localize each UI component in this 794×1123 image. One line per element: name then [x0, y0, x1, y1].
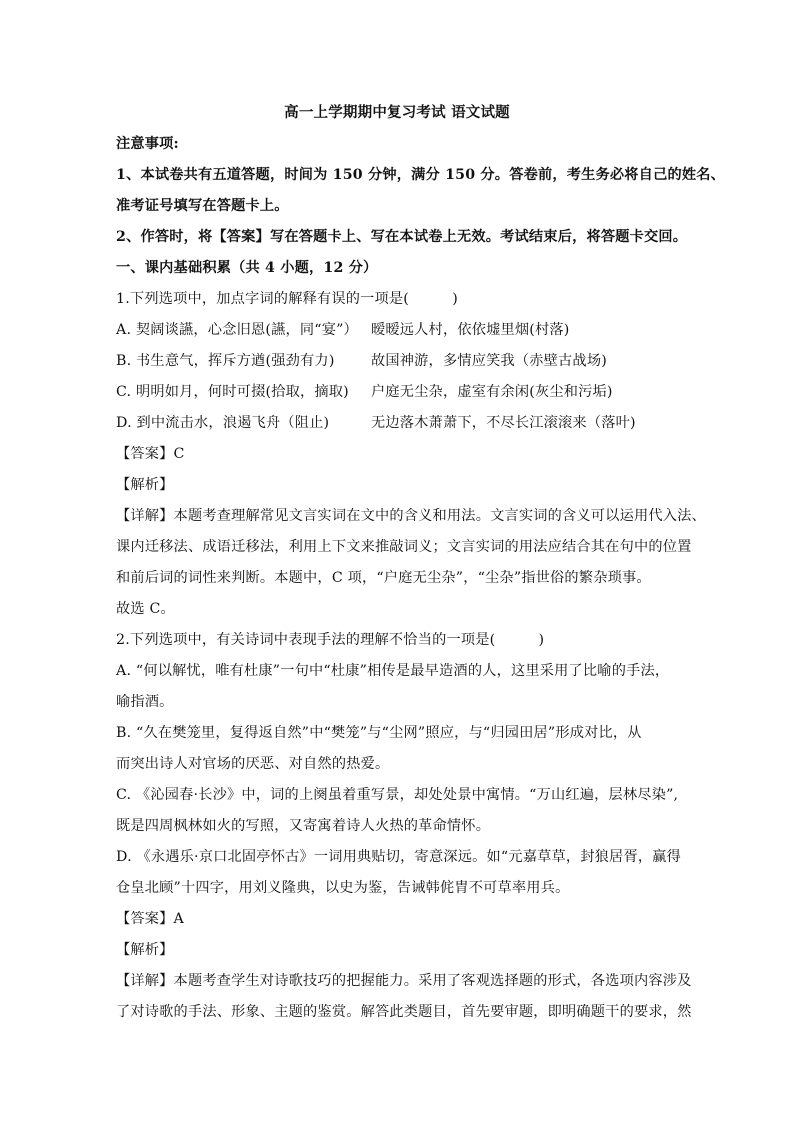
section-heading: 一、课内基础积累（共 4 小题，12 分）: [116, 260, 378, 276]
question-2-detail-line-2: 了对诗歌的手法、形象、主题的鉴赏。解答此类题目，首先要审题，即明确题干的要求，然: [116, 1004, 692, 1020]
option-d-left: D. 到中流击水，浪遏飞舟（阻止): [116, 415, 330, 431]
question-1-analysis-label: 【解析】: [116, 477, 174, 493]
notice-item-1-line-2: 准考证号填写在答题卡上。: [116, 198, 289, 214]
question-2-option-b-line-1: B. “久在樊笼里，复得返自然”中“樊笼”与“尘网”照应，与“归园田居”形成对比，从: [116, 725, 642, 741]
question-2-option-d-line-1: D. 《永遇乐·京口北固亭怀古》一词用典贴切，寄意深远。如“元嘉草草，封狼居胥，赢得: [116, 849, 681, 865]
notice-item-1-line-1: 1、本试卷共有五道答题，时间为 150 分钟，满分 150 分。答卷前，考生务必将自己的姓名、: [116, 167, 726, 183]
question-1-detail-line-2: 课内迁移法、成语迁移法，利用上下文来推敲词义；文言实词的用法应结合其在句中的位置: [116, 539, 692, 555]
question-1-option-b: [116, 351, 607, 371]
option-c-right: 户庭无尘杂，虚室有余闲(灰尘和污垢): [371, 384, 613, 400]
option-b-right: 故国神游，多情应笑我（赤壁古战场): [371, 353, 607, 369]
option-c-left: C. 明明如月，何时可掇(拾取，摘取): [116, 384, 349, 400]
option-b-left: B. 书生意气，挥斥方遒(强劲有力): [116, 353, 335, 369]
question-2-option-c-line-1: C. 《沁园春·长沙》中，词的上阕虽着重写景，却处处景中寓情。“万山红遍，层林尽染”,: [116, 787, 679, 803]
question-1-stem: 1.下列选项中，加点字词的解释有误的一项是( ): [116, 291, 458, 307]
notice-heading: 注意事项:: [116, 136, 179, 152]
question-1-answer: 【答案】C: [116, 446, 185, 462]
question-2-option-d-line-2: 仓皇北顾”十四字，用刘义隆典，以史为鉴，告诫韩侂胄不可草率用兵。: [116, 880, 570, 896]
question-1-detail-line-1: 【详解】本题考查理解常见文言实词在文中的含义和用法。文言实词的含义可以运用代入法、: [116, 508, 706, 524]
question-2-option-b-line-2: 而突出诗人对官场的厌恶、对自然的热爱。: [116, 756, 390, 772]
question-1-option-a: [116, 320, 570, 340]
question-1-detail-line-3: 和前后词的词性来判断。本题中，C 项，“户庭无尘杂”，“尘杂”指世俗的繁杂琐事。: [116, 570, 651, 586]
question-1-option-c: [116, 382, 613, 402]
question-2-analysis-label: 【解析】: [116, 942, 174, 958]
question-2-detail-line-1: 【详解】本题考查学生对诗歌技巧的把握能力。采用了客观选择题的形式，各选项内容涉及: [116, 973, 692, 989]
notice-item-2: 2、作答时，将【答案】写在答题卡上、写在本试卷上无效。考试结束后，将答题卡交回。: [116, 229, 688, 245]
option-a-right: 暧暧远人村，依依墟里烟(村落): [371, 322, 570, 338]
question-1-choice: 故选 C。: [116, 601, 175, 617]
page-title: 高一上学期期中复习考试 语文试题: [284, 104, 510, 121]
question-1-option-d: [116, 413, 636, 433]
question-2-answer: 【答案】A: [116, 911, 184, 927]
option-d-right: 无边落木萧萧下，不尽长江滚滚来（落叶): [371, 415, 636, 431]
question-2-option-a-line-1: A. “何以解忧，唯有杜康”一句中“杜康”相传是最早造酒的人，这里采用了比喻的手法，: [116, 663, 670, 679]
question-2-option-a-line-2: 喻指酒。: [116, 694, 174, 710]
question-2-stem: 2.下列选项中，有关诗词中表现手法的理解不恰当的一项是( ): [116, 632, 545, 648]
option-a-left: A. 契阔谈讌，心念旧恩(讌，同“宴”）: [116, 322, 358, 338]
question-2-option-c-line-2: 既是四周枫林如火的写照，又寄寓着诗人火热的革命情怀。: [116, 818, 491, 834]
